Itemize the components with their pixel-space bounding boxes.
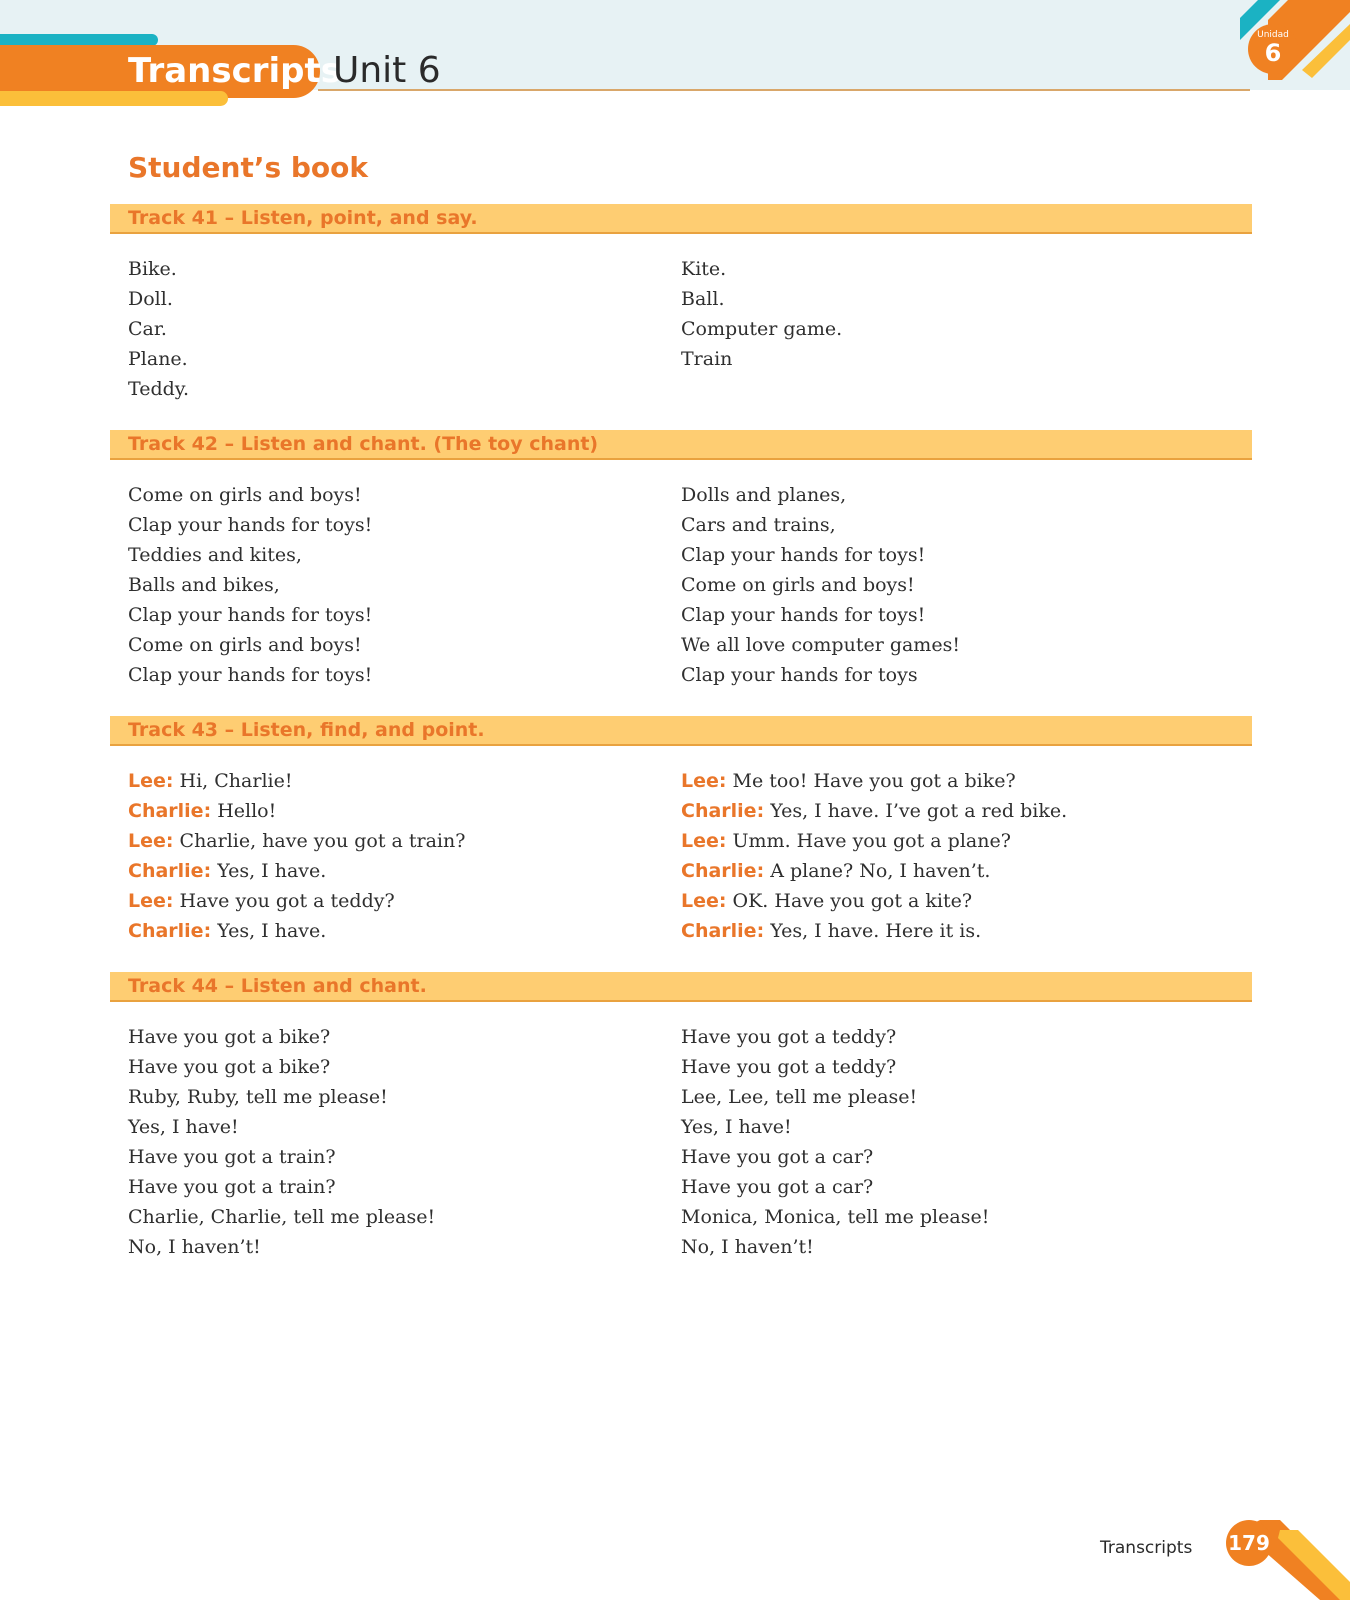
transcript-line: [128, 600, 681, 630]
line-text: Computer game.: [681, 318, 843, 340]
line-text: Car.: [128, 318, 167, 340]
line-text: Plane.: [128, 348, 188, 370]
transcript-line: [128, 314, 681, 344]
line-text: Charlie, have you got a train?: [179, 830, 466, 852]
line-text: Me too! Have you got a bike?: [732, 770, 1016, 792]
track-columns: [110, 1002, 1252, 1262]
line-text: Have you got a teddy?: [179, 890, 395, 912]
line-text: Yes, I have!: [681, 1116, 792, 1138]
line-text: Have you got a car?: [681, 1176, 874, 1198]
line-text: Hi, Charlie!: [179, 770, 293, 792]
line-text: Have you got a teddy?: [681, 1026, 897, 1048]
transcript-line: [128, 1172, 681, 1202]
line-text: Teddies and kites,: [128, 544, 302, 566]
line-text: Umm. Have you got a plane?: [732, 830, 1011, 852]
transcript-line: [681, 254, 1252, 284]
unit-badge: [1248, 24, 1298, 74]
track-columns: [110, 460, 1252, 690]
track-column-right: [681, 766, 1252, 946]
unit-label: Unit 6: [333, 50, 441, 91]
line-text: Kite.: [681, 258, 727, 280]
header-rule: [318, 89, 1250, 91]
line-text: Have you got a teddy?: [681, 1056, 897, 1078]
line-text: Yes, I have.: [217, 860, 327, 882]
transcript-line: [681, 1052, 1252, 1082]
line-text: Cars and trains,: [681, 514, 836, 536]
speaker-name: Lee:: [681, 770, 727, 792]
transcripts-content: [110, 150, 1252, 1288]
transcript-line: [681, 660, 1252, 690]
transcript-line: [128, 796, 681, 826]
transcript-line: [681, 1142, 1252, 1172]
transcript-line: [681, 826, 1252, 856]
line-text: Have you got a car?: [681, 1146, 874, 1168]
line-text: Have you got a bike?: [128, 1026, 331, 1048]
section-title: Student’s book: [128, 151, 369, 184]
track-title: Track 43 – Listen, find, and point.: [110, 716, 1252, 746]
line-text: Have you got a train?: [128, 1176, 336, 1198]
speaker-name: Lee:: [128, 830, 174, 852]
speaker-name: Lee:: [128, 890, 174, 912]
transcript-line: [681, 314, 1252, 344]
transcript-line: [681, 916, 1252, 946]
track-section: [110, 972, 1252, 1262]
transcript-line: [128, 540, 681, 570]
line-text: Have you got a train?: [128, 1146, 336, 1168]
line-text: Monica, Monica, tell me please!: [681, 1206, 990, 1228]
transcript-line: [128, 1022, 681, 1052]
transcript-line: [128, 826, 681, 856]
transcript-line: [128, 856, 681, 886]
transcript-line: [128, 1052, 681, 1082]
transcript-line: [681, 1172, 1252, 1202]
transcript-line: [128, 344, 681, 374]
line-text: We all love computer games!: [681, 634, 960, 656]
transcript-line: [681, 1202, 1252, 1232]
speaker-name: Charlie:: [128, 800, 212, 822]
line-text: Lee, Lee, tell me please!: [681, 1086, 918, 1108]
line-text: Yes, I have.: [217, 920, 327, 942]
line-text: Come on girls and boys!: [681, 574, 915, 596]
line-text: Teddy.: [128, 378, 190, 400]
transcript-line: [681, 570, 1252, 600]
line-text: Ball.: [681, 288, 725, 310]
track-title: Track 44 – Listen and chant.: [110, 972, 1252, 1002]
line-text: Yes, I have. Here it is.: [770, 920, 982, 942]
line-text: Yes, I have!: [128, 1116, 239, 1138]
page-title: Transcripts: [128, 51, 342, 91]
speaker-name: Charlie:: [681, 860, 765, 882]
transcript-line: [681, 1022, 1252, 1052]
transcript-line: [128, 480, 681, 510]
transcript-line: [681, 886, 1252, 916]
transcript-line: [681, 856, 1252, 886]
line-text: Come on girls and boys!: [128, 484, 362, 506]
transcript-line: [681, 540, 1252, 570]
line-text: Have you got a bike?: [128, 1056, 331, 1078]
track-column-left: [110, 1022, 681, 1262]
line-text: Clap your hands for toys!: [681, 544, 926, 566]
line-text: Come on girls and boys!: [128, 634, 362, 656]
line-text: OK. Have you got a kite?: [732, 890, 973, 912]
transcript-line: [128, 284, 681, 314]
transcript-line: [681, 510, 1252, 540]
track-column-left: [110, 254, 681, 404]
track-columns: [110, 234, 1252, 404]
line-text: Clap your hands for toys!: [128, 604, 373, 626]
speaker-name: Charlie:: [681, 920, 765, 942]
line-text: Bike.: [128, 258, 177, 280]
line-text: Dolls and planes,: [681, 484, 847, 506]
track-columns: [110, 746, 1252, 946]
transcript-line: [128, 916, 681, 946]
speaker-name: Lee:: [681, 830, 727, 852]
transcript-line: [128, 1202, 681, 1232]
footer-label: Transcripts: [1100, 1538, 1193, 1558]
transcript-line: [681, 600, 1252, 630]
track-title: Track 42 – Listen and chant. (The toy chant): [110, 430, 1252, 460]
track-section: [110, 716, 1252, 946]
track-title: Track 41 – Listen, point, and say.: [110, 204, 1252, 234]
track-column-left: [110, 766, 681, 946]
track-list: [110, 204, 1252, 1262]
line-text: No, I haven’t!: [681, 1236, 814, 1258]
track-column-right: [681, 1022, 1252, 1262]
track-column-right: [681, 480, 1252, 690]
line-text: No, I haven’t!: [128, 1236, 261, 1258]
line-text: Ruby, Ruby, tell me please!: [128, 1086, 388, 1108]
line-text: Clap your hands for toys: [681, 664, 918, 686]
transcript-line: [128, 630, 681, 660]
speaker-name: Charlie:: [681, 800, 765, 822]
speaker-name: Charlie:: [128, 920, 212, 942]
line-text: Balls and bikes,: [128, 574, 280, 596]
transcript-line: [681, 1082, 1252, 1112]
track-column-right: [681, 254, 1252, 404]
transcript-line: [128, 886, 681, 916]
transcript-line: [681, 480, 1252, 510]
speaker-name: Lee:: [681, 890, 727, 912]
transcript-line: [681, 1112, 1252, 1142]
line-text: Charlie, Charlie, tell me please!: [128, 1206, 436, 1228]
line-text: Clap your hands for toys!: [128, 514, 373, 536]
track-column-left: [110, 480, 681, 690]
transcript-line: [681, 766, 1252, 796]
transcript-line: [128, 510, 681, 540]
transcript-line: [128, 660, 681, 690]
track-section: [110, 430, 1252, 690]
line-text: Doll.: [128, 288, 173, 310]
line-text: Train: [681, 348, 733, 370]
transcript-line: [128, 1112, 681, 1142]
transcript-line: [681, 796, 1252, 826]
line-text: Clap your hands for toys!: [128, 664, 373, 686]
unit-badge-number: 6: [1264, 39, 1282, 67]
line-text: Clap your hands for toys!: [681, 604, 926, 626]
line-text: Yes, I have. I’ve got a red bike.: [770, 800, 1068, 822]
unit-badge-label: Unidad: [1257, 30, 1289, 40]
transcript-line: [128, 1082, 681, 1112]
page-number: 179: [1226, 1520, 1272, 1566]
transcript-line: [681, 284, 1252, 314]
transcript-line: [681, 630, 1252, 660]
speaker-name: Charlie:: [128, 860, 212, 882]
transcript-line: [128, 1142, 681, 1172]
transcript-line: [681, 344, 1252, 374]
line-text: Hello!: [217, 800, 277, 822]
transcript-line: [128, 1232, 681, 1262]
speaker-name: Lee:: [128, 770, 174, 792]
transcript-line: [128, 766, 681, 796]
line-text: A plane? No, I haven’t.: [770, 860, 991, 882]
transcript-line: [128, 374, 681, 404]
transcript-line: [128, 570, 681, 600]
track-section: [110, 204, 1252, 404]
transcript-line: [681, 1232, 1252, 1262]
transcript-line: [128, 254, 681, 284]
